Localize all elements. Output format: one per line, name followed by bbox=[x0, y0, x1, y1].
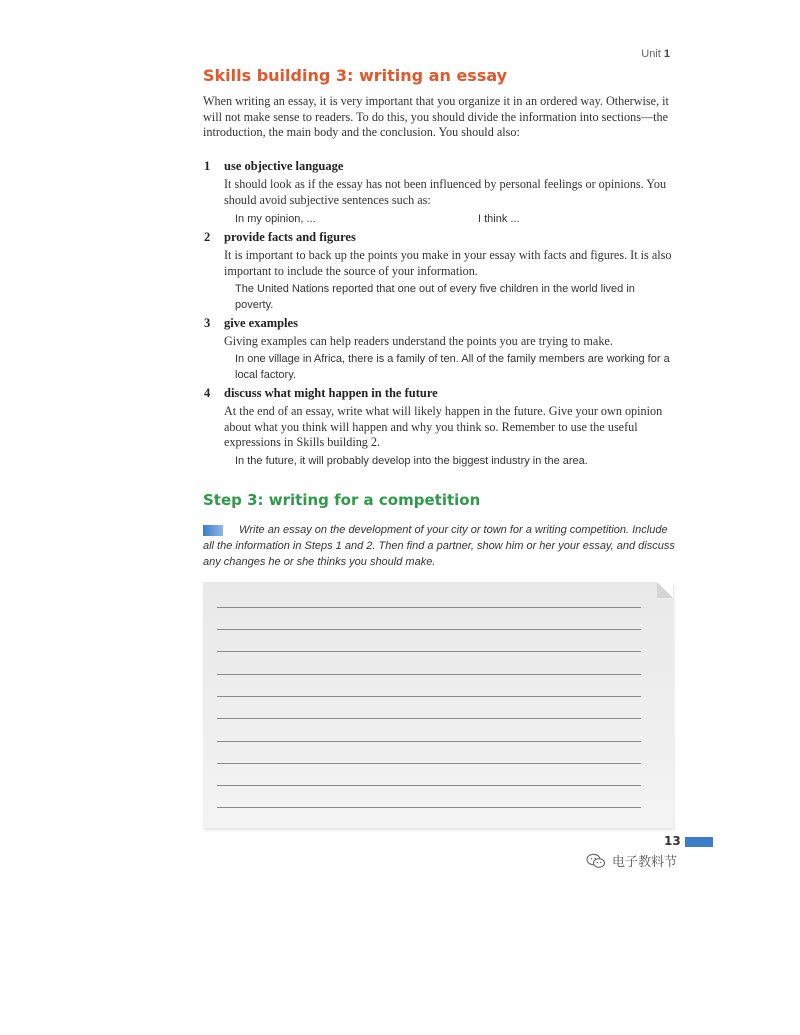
point-4-example: In the future, it will probably develop into the biggest industry in the area. bbox=[235, 455, 588, 467]
writing-line bbox=[217, 696, 641, 697]
unit-label bbox=[641, 48, 670, 60]
unit-number: 1 bbox=[663, 48, 670, 60]
writing-line bbox=[217, 629, 641, 630]
point-3-number: 3 bbox=[204, 316, 211, 330]
point-1-title: use objective language bbox=[224, 159, 344, 173]
watermark-text: 电子教料节 bbox=[612, 855, 678, 870]
task-instructions: Write an essay on the development of your city or town for a writing competition. Include all the information in Steps 1 and 2. Then find a partner, show him or her your essay, and discuss any changes he or she thinks you should make. bbox=[203, 524, 675, 568]
point-3-body: Giving examples can help readers understand the points you are trying to make. bbox=[224, 334, 613, 348]
wechat-icon bbox=[586, 853, 606, 869]
step-heading: Step 3: writing for a competition bbox=[203, 491, 481, 509]
watermark bbox=[586, 851, 677, 870]
point-1-number: 1 bbox=[204, 159, 211, 173]
writing-line bbox=[217, 651, 641, 652]
point-3-example: In one village in Africa, there is a family of ten. All of the family members are working for a local factory. bbox=[235, 353, 670, 381]
point-1-body: It should look as if the essay has not been influenced by personal feelings or opinions. You should avoid subjective sentences such as: bbox=[224, 177, 667, 207]
page-number: 13 bbox=[664, 834, 681, 848]
point-2-number: 2 bbox=[204, 230, 211, 244]
writing-line bbox=[217, 718, 641, 719]
writing-area[interactable] bbox=[203, 582, 673, 828]
point-2-title: provide facts and figures bbox=[224, 230, 356, 244]
writing-line bbox=[217, 807, 641, 808]
point-4-body: At the end of an essay, write what will likely happen in the future. Give your own opinion about what you think will happen and why you think so. Remember to use the useful expressions in Skills building 2. bbox=[224, 404, 663, 450]
writing-line bbox=[217, 785, 641, 786]
point-2-example: The United Nations reported that one out of every five children in the world lived in poverty. bbox=[235, 283, 635, 311]
intro-paragraph: When writing an essay, it is very important that you organize it in an ordered way. Otherwise, it will not make sense to readers. To do this, you should divide the information into sections—the introduction, the main body and the conclusion. You should also: bbox=[203, 94, 669, 140]
point-4-title: discuss what might happen in the future bbox=[224, 386, 438, 400]
writing-line bbox=[217, 741, 641, 742]
page-fold-corner bbox=[657, 582, 673, 598]
unit-prefix: Unit bbox=[641, 48, 661, 60]
writing-line bbox=[217, 763, 641, 764]
point-1-example-a: In my opinion, ... bbox=[235, 213, 316, 225]
point-2-body: It is important to back up the points you make in your essay with facts and figures. It is also important to include the source of your information. bbox=[224, 248, 672, 278]
point-1-example-b: I think ... bbox=[478, 213, 520, 225]
skills-heading: Skills building 3: writing an essay bbox=[203, 66, 508, 85]
writing-line bbox=[217, 674, 641, 675]
page-number-bar bbox=[685, 837, 713, 847]
point-3-title: give examples bbox=[224, 316, 298, 330]
writing-line bbox=[217, 607, 641, 608]
point-4-number: 4 bbox=[204, 386, 211, 400]
